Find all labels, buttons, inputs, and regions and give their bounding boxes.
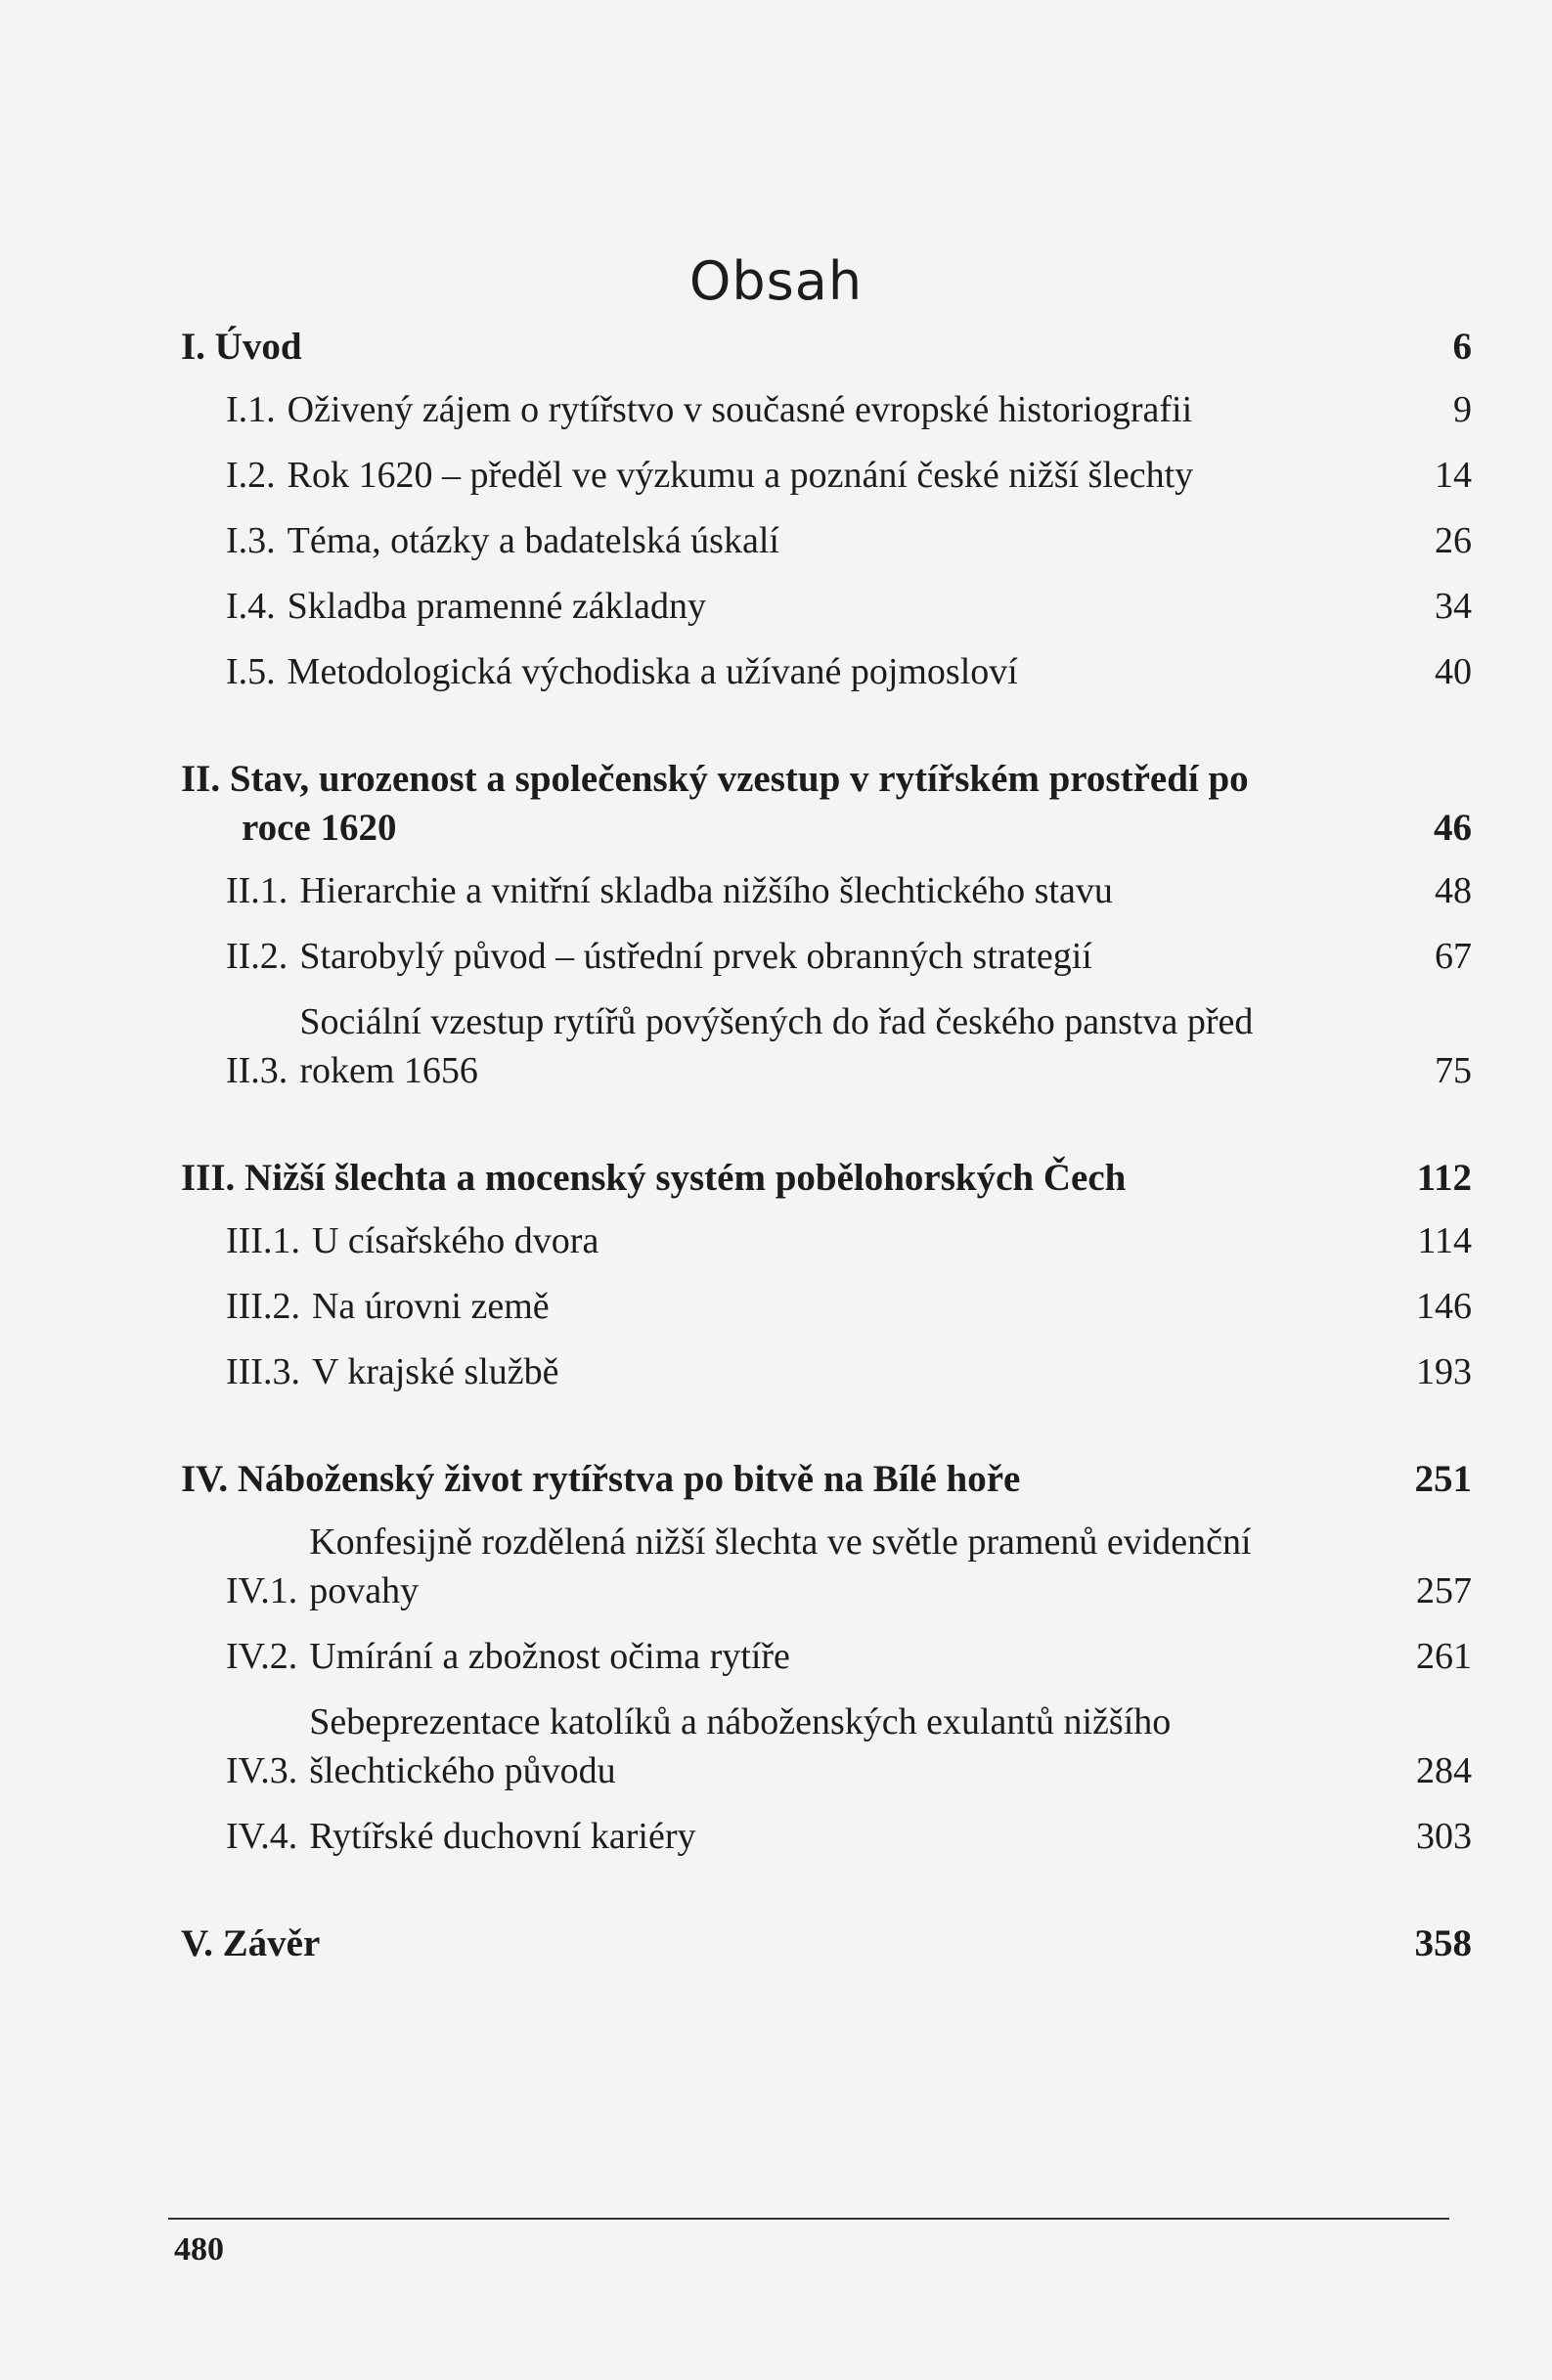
chapter-title: III. Nižší šlechta a mocenský systém pobělohorských Čech	[181, 1157, 1127, 1199]
section-page: 146	[1416, 1286, 1472, 1327]
section-number: IV.3.	[226, 1750, 298, 1791]
section-page: 284	[1416, 1750, 1472, 1791]
section-title: V krajské službě	[311, 1351, 559, 1392]
section-number: III.3.	[226, 1351, 300, 1392]
chapter-heading	[181, 1154, 1472, 1203]
footer-rule	[168, 2218, 1449, 2220]
section-title: Rytířské duchovní kariéry	[309, 1816, 696, 1857]
section-entry	[181, 1812, 1472, 1861]
section-page: 67	[1435, 936, 1472, 977]
section-title: Hierarchie a vnitřní skladba nižšího šlechtického stavu	[299, 870, 1113, 911]
table-of-contents	[181, 323, 1472, 2027]
section-title: Oživený zájem o rytířstvo v současné evropské historiografii	[287, 389, 1193, 430]
chapter-title: I. Úvod	[181, 326, 302, 368]
section-entry	[181, 451, 1472, 500]
section-entry	[181, 1518, 1472, 1615]
section-title: Rok 1620 – předěl ve výzkumu a poznání české nižší šlechty	[287, 455, 1194, 496]
section-entry	[181, 647, 1472, 696]
section-number: IV.4.	[226, 1816, 298, 1857]
section-page: 48	[1435, 870, 1472, 911]
chapter-heading	[181, 755, 1472, 853]
chapter-title: V. Závěr	[181, 1922, 321, 1964]
page-number: 480	[174, 2231, 224, 2268]
section-entry	[181, 1282, 1472, 1331]
section-entry	[181, 1697, 1472, 1795]
section-number: IV.1.	[226, 1570, 298, 1611]
chapter-page: 358	[1414, 1922, 1472, 1964]
section-title: Sebeprezentace katolíků a náboženských exulantů nižšího šlechtického původu	[309, 1701, 1172, 1791]
section-number: I.3.	[226, 520, 276, 561]
chapter-heading	[181, 1919, 1472, 1968]
chapter-title: II. Stav, urozenost a společenský vzestup v rytířském prostředí po roce 1620	[181, 758, 1249, 849]
section-page: 303	[1416, 1816, 1472, 1857]
section-title: U císařského dvora	[311, 1220, 599, 1261]
chapter-page: 251	[1414, 1458, 1472, 1500]
section-title: Na úrovni země	[311, 1286, 550, 1327]
section-title: Sociální vzestup rytířů povýšených do řad českého panstva před rokem 1656	[299, 1001, 1254, 1091]
chapter-2	[181, 755, 1472, 1095]
section-page: 14	[1435, 455, 1472, 496]
section-title: Konfesijně rozdělená nižší šlechta ve světle pramenů evidenční povahy	[309, 1521, 1252, 1611]
section-number: I.1.	[226, 389, 276, 430]
section-number: II.1.	[226, 870, 288, 911]
section-title: Starobylý původ – ústřední prvek obranných strategií	[299, 936, 1092, 977]
section-entry	[181, 1632, 1472, 1681]
section-number: I.2.	[226, 455, 276, 496]
section-entry	[181, 1216, 1472, 1265]
chapter-heading	[181, 1455, 1472, 1504]
section-entry	[181, 932, 1472, 981]
section-page: 114	[1417, 1220, 1472, 1261]
section-page: 75	[1435, 1050, 1472, 1091]
section-entry	[181, 1347, 1472, 1396]
section-entry	[181, 997, 1472, 1095]
section-entry	[181, 582, 1472, 631]
chapter-heading	[181, 323, 1472, 372]
section-page: 261	[1416, 1636, 1472, 1677]
section-title: Metodologická východiska a užívané pojmosloví	[287, 651, 1018, 692]
section-number: III.1.	[226, 1220, 300, 1261]
section-number: I.5.	[226, 651, 276, 692]
section-title: Umírání a zbožnost očima rytíře	[309, 1636, 790, 1677]
chapter-page: 112	[1416, 1157, 1472, 1199]
section-title: Skladba pramenné základny	[287, 586, 707, 627]
section-entry	[181, 385, 1472, 434]
section-number: II.3.	[226, 1050, 288, 1091]
section-page: 40	[1435, 651, 1472, 692]
section-entry	[181, 516, 1472, 565]
section-entry	[181, 866, 1472, 915]
section-page: 257	[1416, 1570, 1472, 1611]
section-number: IV.2.	[226, 1636, 298, 1677]
section-number: III.2.	[226, 1286, 300, 1327]
page-title: Obsah	[688, 250, 864, 313]
section-number: II.2.	[226, 936, 288, 977]
chapter-page: 46	[1434, 807, 1472, 849]
section-page: 193	[1416, 1351, 1472, 1392]
chapter-title: IV. Náboženský život rytířstva po bitvě na Bílé hoře	[181, 1458, 1021, 1500]
section-page: 26	[1435, 520, 1472, 561]
chapter-page: 6	[1452, 326, 1472, 368]
section-title: Téma, otázky a badatelská úskalí	[287, 520, 779, 561]
section-page: 34	[1435, 586, 1472, 627]
chapter-1	[181, 323, 1472, 696]
chapter-5	[181, 1919, 1472, 1968]
section-number: I.4.	[226, 586, 276, 627]
section-page: 9	[1453, 389, 1472, 430]
chapter-3	[181, 1154, 1472, 1396]
chapter-4	[181, 1455, 1472, 1861]
